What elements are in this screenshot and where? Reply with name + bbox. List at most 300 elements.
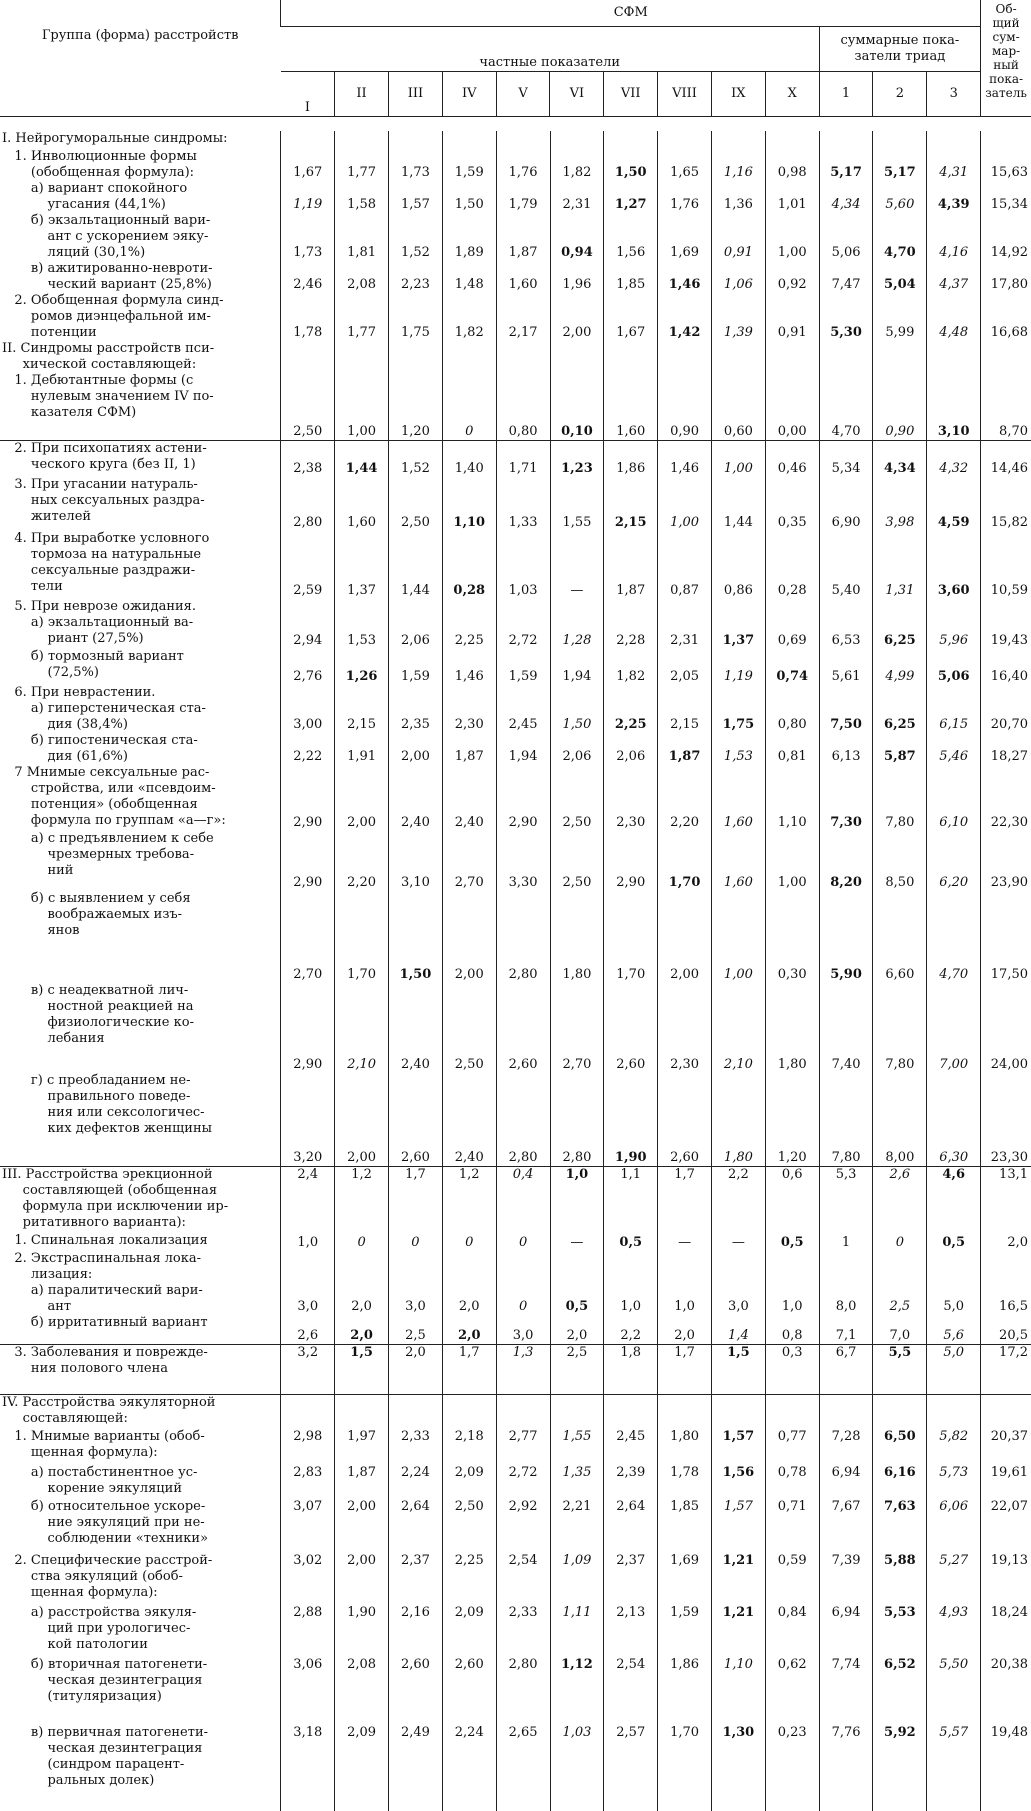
value-cell: 3,60: [927, 531, 981, 599]
value-cell: 2,45: [604, 1429, 658, 1465]
value-cell: 0,90: [658, 341, 712, 441]
value-cell: 1,20: [765, 1073, 819, 1167]
value-cell: 2,6: [281, 1315, 335, 1345]
value-cell: [981, 131, 1031, 149]
group-label-line: ческая дезинтеграция: [2, 1740, 203, 1756]
value-cell: 1,50: [604, 149, 658, 181]
value-cell: 1,55: [550, 477, 604, 531]
value-cell: 1,70: [658, 831, 712, 891]
value-cell: 0,5: [927, 1233, 981, 1251]
value-cell: 0,8: [765, 1315, 819, 1345]
col-header: II: [335, 71, 389, 116]
group-label: [0, 441, 281, 477]
table-row: [0, 477, 1031, 531]
value-cell: 1,7: [389, 1167, 443, 1233]
value-cell: 2,21: [550, 1499, 604, 1553]
table-row: [0, 733, 1031, 765]
table-row: [0, 765, 1031, 831]
value-cell: [927, 131, 981, 149]
value-cell: 2,31: [550, 181, 604, 213]
value-cell: 1,10: [711, 1657, 765, 1725]
value-cell: 1,90: [335, 1605, 389, 1657]
value-cell: 6,30: [927, 1073, 981, 1167]
value-cell: [765, 1395, 819, 1429]
value-cell: 0,6: [765, 1167, 819, 1233]
group-label: [0, 149, 281, 181]
value-cell: [658, 1395, 712, 1429]
value-cell: 2,40: [389, 983, 443, 1073]
group-label-line: составляющей:: [2, 1411, 128, 1426]
table-row: [0, 131, 1031, 149]
value-cell: 4,93: [927, 1605, 981, 1657]
table-row: [0, 1315, 1031, 1345]
value-cell: 2,16: [389, 1605, 443, 1657]
value-cell: 1,82: [442, 293, 496, 341]
value-cell: 1,40: [442, 441, 496, 477]
value-cell: 2,09: [335, 1725, 389, 1811]
value-cell: 1,59: [442, 149, 496, 181]
value-cell: [819, 131, 873, 149]
value-cell: 1,53: [711, 733, 765, 765]
value-cell: 5,04: [873, 261, 927, 293]
group-label-line: (синдром парацент-: [2, 1756, 185, 1772]
group-label-line: III. Расстройства эрекционной: [2, 1167, 213, 1182]
value-cell: 2,00: [335, 1499, 389, 1553]
value-cell: 23,30: [981, 1073, 1031, 1167]
table-row: [0, 1553, 1031, 1605]
value-cell: 0,5: [550, 1251, 604, 1315]
value-cell: [873, 1395, 927, 1429]
value-cell: 2,08: [335, 261, 389, 293]
group-label: [0, 1167, 281, 1233]
group-label-line: IV. Расстройства эякуляторной: [2, 1395, 216, 1410]
value-cell: 2,00: [335, 1073, 389, 1167]
value-cell: 7,40: [819, 983, 873, 1073]
value-cell: 1,79: [496, 181, 550, 213]
value-cell: 2,00: [658, 891, 712, 983]
value-cell: 2,40: [389, 765, 443, 831]
group-label-line: корение эякуляций: [2, 1480, 182, 1496]
value-cell: 1,31: [873, 531, 927, 599]
group-label-line: а) расстройства эякуля-: [2, 1604, 197, 1620]
value-cell: 5,17: [873, 149, 927, 181]
group-label: [0, 1499, 281, 1553]
value-cell: 7,80: [873, 983, 927, 1073]
value-cell: 2,0: [389, 1345, 443, 1395]
value-cell: 6,10: [927, 765, 981, 831]
group-label-line: а) гиперстеническая ста-: [2, 700, 206, 716]
value-cell: 3,02: [281, 1553, 335, 1605]
value-cell: 2,60: [389, 1073, 443, 1167]
value-cell: 7,1: [819, 1315, 873, 1345]
group-label-line: ний: [2, 862, 74, 878]
value-cell: 0: [389, 1233, 443, 1251]
group-label: [0, 831, 281, 891]
value-cell: 2,80: [496, 891, 550, 983]
value-cell: 5,5: [873, 1345, 927, 1395]
group-label-line: в) ажитированно-невроти-: [2, 260, 213, 276]
value-cell: 0,28: [442, 531, 496, 599]
value-cell: 5,61: [819, 649, 873, 685]
group-label-line: (72,5%): [2, 664, 99, 680]
value-cell: 1,3: [496, 1345, 550, 1395]
group-label-line: 2. Обобщенная формула синд-: [2, 292, 224, 308]
value-cell: 2,50: [550, 765, 604, 831]
value-cell: 2,65: [496, 1725, 550, 1811]
value-cell: 1,33: [496, 477, 550, 531]
group-label-line: ральных долек): [2, 1772, 155, 1788]
table-row: [0, 1605, 1031, 1657]
value-cell: 2,0: [335, 1251, 389, 1315]
value-cell: 4,70: [927, 891, 981, 983]
group-label: [0, 1725, 281, 1811]
col-header: V: [496, 71, 550, 116]
value-cell: 3,06: [281, 1657, 335, 1725]
group-label-line: ций при урологичес-: [2, 1620, 191, 1636]
value-cell: 0,35: [765, 477, 819, 531]
value-cell: 1,76: [658, 181, 712, 213]
value-cell: 1,26: [335, 649, 389, 685]
value-cell: 2,45: [496, 685, 550, 733]
value-cell: 2,46: [281, 261, 335, 293]
value-cell: 2,6: [873, 1167, 927, 1233]
partial-indicators-header: частные показатели: [281, 26, 819, 71]
value-cell: 0,91: [711, 213, 765, 261]
col-header: VI: [550, 71, 604, 116]
value-cell: 20,38: [981, 1657, 1031, 1725]
value-cell: 5,06: [927, 649, 981, 685]
group-label-line: ния полового члена: [2, 1361, 169, 1376]
group-label-line: соблюдении «техники»: [2, 1530, 209, 1546]
group-label-line: 2. Экстраспинальная лока-: [2, 1250, 202, 1266]
value-cell: 1,44: [335, 441, 389, 477]
value-cell: 13,1: [981, 1167, 1031, 1233]
value-cell: 2,90: [281, 831, 335, 891]
value-cell: 1,36: [711, 181, 765, 213]
group-label-line: б) вторичная патогенети-: [2, 1656, 208, 1672]
value-cell: 1,44: [389, 531, 443, 599]
group-label-line: II. Синдромы расстройств пси-: [2, 340, 215, 356]
value-cell: 6,53: [819, 599, 873, 649]
group-label-line: б) гипостеническая ста-: [2, 732, 198, 748]
table-row: [0, 983, 1031, 1073]
value-cell: 7,00: [927, 983, 981, 1073]
value-cell: 1,5: [335, 1345, 389, 1395]
value-cell: 1,50: [550, 685, 604, 733]
value-cell: —: [658, 1233, 712, 1251]
group-label-line: правильного поведе-: [2, 1088, 191, 1104]
value-cell: 1,87: [496, 213, 550, 261]
group-label-line: формула по группам «а—г»:: [2, 812, 226, 828]
value-cell: 1,27: [604, 181, 658, 213]
value-cell: [335, 131, 389, 149]
value-cell: 2,60: [442, 1657, 496, 1725]
group-label: [0, 477, 281, 531]
value-cell: 1,30: [711, 1725, 765, 1811]
value-cell: 22,07: [981, 1499, 1031, 1553]
value-cell: 2,30: [604, 765, 658, 831]
value-cell: 1,0: [281, 1233, 335, 1251]
group-label-line: составляющей (обобщенная: [2, 1183, 218, 1198]
value-cell: 18,27: [981, 733, 1031, 765]
col-header: I: [281, 71, 335, 116]
value-cell: 1,73: [281, 213, 335, 261]
value-cell: 1,1: [604, 1167, 658, 1233]
value-cell: 1,06: [711, 261, 765, 293]
col-header: III: [388, 71, 442, 116]
value-cell: 2,33: [496, 1605, 550, 1657]
value-cell: 2,80: [496, 1657, 550, 1725]
table-row: [0, 599, 1031, 649]
group-label-line: кой патологии: [2, 1636, 148, 1652]
value-cell: 2,39: [604, 1465, 658, 1499]
value-cell: 2,77: [496, 1429, 550, 1465]
value-cell: 1,19: [711, 649, 765, 685]
table-row: [0, 213, 1031, 261]
value-cell: 0,23: [765, 1725, 819, 1811]
group-label-line: потенции: [2, 324, 97, 340]
value-cell: 0: [496, 1251, 550, 1315]
value-cell: 0,5: [765, 1233, 819, 1251]
value-cell: 1,65: [658, 149, 712, 181]
value-cell: 1,28: [550, 599, 604, 649]
value-cell: 1,21: [711, 1605, 765, 1657]
value-cell: 1,97: [335, 1429, 389, 1465]
value-cell: 2,24: [389, 1465, 443, 1499]
value-cell: 2,2: [711, 1167, 765, 1233]
group-label-line: 3. Заболевания и поврежде-: [2, 1345, 208, 1360]
value-cell: 5,27: [927, 1553, 981, 1605]
value-cell: 1,10: [765, 765, 819, 831]
group-label: [0, 891, 281, 983]
value-cell: 8,0: [819, 1251, 873, 1315]
value-cell: 5,50: [927, 1657, 981, 1725]
group-label-line: ляций (30,1%): [2, 244, 146, 260]
table-row: [0, 1395, 1031, 1429]
value-cell: 2,00: [389, 733, 443, 765]
value-cell: 2,50: [389, 477, 443, 531]
value-cell: 2,60: [658, 1073, 712, 1167]
value-cell: 19,61: [981, 1465, 1031, 1499]
group-label: [0, 341, 281, 441]
value-cell: 19,48: [981, 1725, 1031, 1811]
value-cell: 16,40: [981, 649, 1031, 685]
value-cell: 1,85: [658, 1499, 712, 1553]
value-cell: 1,82: [604, 649, 658, 685]
table-row: [0, 531, 1031, 599]
value-cell: 4,34: [819, 181, 873, 213]
value-cell: 1,7: [442, 1345, 496, 1395]
table-row: [0, 1725, 1031, 1811]
value-cell: 1,56: [711, 1465, 765, 1499]
value-cell: [873, 131, 927, 149]
col-header: 1: [819, 71, 873, 116]
group-label-line: а) с предъявлением к себе: [2, 830, 214, 846]
value-cell: 5,3: [819, 1167, 873, 1233]
value-cell: 7,50: [819, 685, 873, 733]
value-cell: 5,30: [819, 293, 873, 341]
group-label-line: 6. При неврастении.: [2, 684, 156, 700]
value-cell: 0,3: [765, 1345, 819, 1395]
value-cell: 2,54: [496, 1553, 550, 1605]
table-row: [0, 341, 1031, 441]
table-row: [0, 1429, 1031, 1465]
value-cell: 2,23: [389, 261, 443, 293]
group-label-line: сексуальные раздражи-: [2, 562, 196, 578]
table-row: [0, 831, 1031, 891]
value-cell: 2,30: [442, 685, 496, 733]
value-cell: 1,50: [389, 891, 443, 983]
value-cell: 3,10: [927, 341, 981, 441]
value-cell: 2,15: [335, 685, 389, 733]
value-cell: 17,2: [981, 1345, 1031, 1395]
value-cell: 1,80: [711, 1073, 765, 1167]
value-cell: 0,10: [550, 341, 604, 441]
value-cell: 1,60: [335, 477, 389, 531]
group-label-line: угасания (44,1%): [2, 196, 166, 212]
value-cell: [389, 1395, 443, 1429]
value-cell: 1,03: [496, 531, 550, 599]
value-cell: 1,89: [442, 213, 496, 261]
value-cell: 1,78: [281, 293, 335, 341]
value-cell: 19,13: [981, 1553, 1031, 1605]
group-label-line: нулевым значением IV по-: [2, 388, 214, 404]
value-cell: 1,44: [711, 477, 765, 531]
group-label-line: в) с неадекватной лич-: [2, 982, 189, 998]
value-cell: 5,60: [873, 181, 927, 213]
value-cell: 0,80: [496, 341, 550, 441]
table-row: [0, 1657, 1031, 1725]
value-cell: 4,16: [927, 213, 981, 261]
value-cell: 1,67: [604, 293, 658, 341]
value-cell: 1,82: [550, 149, 604, 181]
value-cell: 8,00: [873, 1073, 927, 1167]
col-header: X: [765, 71, 819, 116]
value-cell: 2,37: [389, 1553, 443, 1605]
value-cell: 1,53: [335, 599, 389, 649]
value-cell: 17,80: [981, 261, 1031, 293]
value-cell: 5,53: [873, 1605, 927, 1657]
value-cell: 1,94: [496, 733, 550, 765]
value-cell: 3,07: [281, 1499, 335, 1553]
value-cell: 6,06: [927, 1499, 981, 1553]
value-cell: 2,0: [442, 1251, 496, 1315]
value-cell: 2,60: [496, 983, 550, 1073]
group-label: [0, 261, 281, 293]
value-cell: 1,0: [550, 1167, 604, 1233]
value-cell: 2,70: [281, 891, 335, 983]
group-label: [0, 685, 281, 733]
group-label: [0, 181, 281, 213]
table-row: [0, 1233, 1031, 1251]
value-cell: 1,56: [604, 213, 658, 261]
table-row: [0, 261, 1031, 293]
value-cell: 5,90: [819, 891, 873, 983]
value-cell: 0,87: [658, 531, 712, 599]
group-label-line: лизация:: [2, 1266, 93, 1282]
value-cell: 1,85: [604, 261, 658, 293]
value-cell: 1,90: [604, 1073, 658, 1167]
group-label-line: риант (27,5%): [2, 630, 144, 646]
value-cell: 4,6: [927, 1167, 981, 1233]
value-cell: 1,16: [711, 149, 765, 181]
value-cell: 2,0: [981, 1233, 1031, 1251]
value-cell: 18,24: [981, 1605, 1031, 1657]
table-row: [0, 1345, 1031, 1395]
value-cell: 2,90: [281, 765, 335, 831]
group-label-line: ния или сексологичес-: [2, 1104, 205, 1120]
value-cell: [927, 1395, 981, 1429]
value-cell: 2,70: [550, 983, 604, 1073]
value-cell: 1,57: [711, 1429, 765, 1465]
value-cell: 14,92: [981, 213, 1031, 261]
group-label: [0, 1233, 281, 1251]
value-cell: 0: [873, 1233, 927, 1251]
group-label-line: ант: [2, 1298, 72, 1314]
value-cell: 2,40: [442, 765, 496, 831]
table-row: [0, 441, 1031, 477]
value-cell: 2,22: [281, 733, 335, 765]
value-cell: 1,2: [442, 1167, 496, 1233]
group-label-line: формула при исключении ир-: [2, 1199, 229, 1214]
value-cell: 1,60: [711, 765, 765, 831]
value-cell: 5,73: [927, 1465, 981, 1499]
value-cell: 1,00: [765, 831, 819, 891]
value-cell: 5,92: [873, 1725, 927, 1811]
value-cell: 3,2: [281, 1345, 335, 1395]
value-cell: 10,59: [981, 531, 1031, 599]
value-cell: 1,48: [442, 261, 496, 293]
value-cell: 2,06: [550, 733, 604, 765]
value-cell: 5,96: [927, 599, 981, 649]
value-cell: 2,10: [335, 983, 389, 1073]
value-cell: 2,38: [281, 441, 335, 477]
value-cell: 2,0: [335, 1315, 389, 1345]
value-cell: 5,0: [927, 1251, 981, 1315]
group-label: [0, 599, 281, 649]
value-cell: 2,25: [442, 1553, 496, 1605]
value-cell: 2,88: [281, 1605, 335, 1657]
group-label-line: 7 Мнимые сексуальные рас-: [2, 764, 210, 780]
value-cell: 1,70: [335, 891, 389, 983]
group-label-line: стройства, или «псевдоим-: [2, 780, 216, 796]
value-cell: [389, 131, 443, 149]
value-cell: 2,0: [550, 1315, 604, 1345]
value-cell: 4,48: [927, 293, 981, 341]
value-cell: 6,16: [873, 1465, 927, 1499]
group-label-line: а) постабстинентное ус-: [2, 1464, 198, 1480]
value-cell: 3,18: [281, 1725, 335, 1811]
group-label-line: б) экзальтационный вари-: [2, 212, 211, 228]
value-cell: 2,50: [442, 983, 496, 1073]
value-cell: [604, 1395, 658, 1429]
value-cell: 1,59: [496, 649, 550, 685]
group-label-line: 2. При психопатиях астени-: [2, 441, 207, 456]
group-label-line: 1. Дебютантные формы (с: [2, 372, 194, 388]
value-cell: 20,70: [981, 685, 1031, 733]
table-header: [0, 0, 1031, 117]
value-cell: 1,39: [711, 293, 765, 341]
group-label-line: а) паралитический вари-: [2, 1282, 203, 1298]
value-cell: 1,77: [335, 149, 389, 181]
value-cell: 0,62: [765, 1657, 819, 1725]
value-cell: 0,92: [765, 261, 819, 293]
group-label-line: I. Нейрогуморальные синдромы:: [2, 130, 228, 146]
value-cell: 2,31: [658, 599, 712, 649]
group-label: [0, 1465, 281, 1499]
value-cell: [281, 1395, 335, 1429]
value-cell: 2,06: [604, 733, 658, 765]
